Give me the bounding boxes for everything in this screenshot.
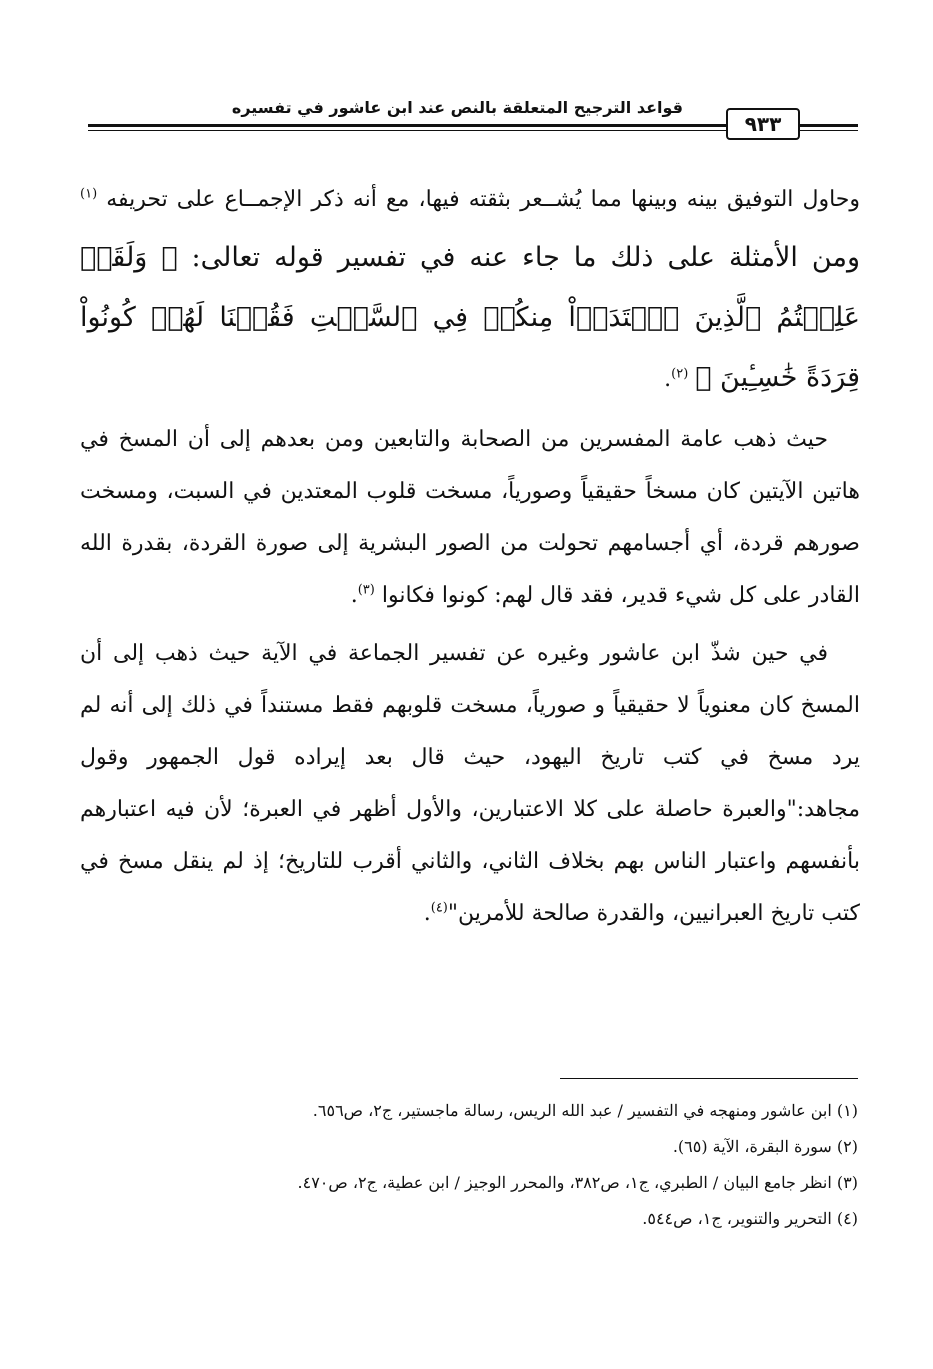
- running-title: قواعد الترجيح المتعلقة بالنص عند ابن عاشور في تفسيره: [231, 98, 683, 117]
- quran-verse: ومن الأمثلة على ذلك ما جاء عنه في تفسير قوله تعالى: ﴿ وَلَقَدۡ عَلِمۡتُمُ ٱلَّذِينَ ٱعۡتَدَوۡاْ مِنكُمۡ فِي ٱلسَّبۡتِ فَقُلۡنَا لَهُمۡ كُونُواْ قِرَدَةً خَٰسِـِٔينَ ﴾: [80, 242, 860, 393]
- footnote-ref-4: (٤): [430, 900, 448, 916]
- footnote-1: (١) ابن عاشور ومنهجه في التفسير / عبد الله الريس، رسالة ماجستير، ج٢، ص٦٥٦.: [312, 1101, 858, 1120]
- footnote-ref-3: (٣): [357, 582, 375, 598]
- footnote-3: (٣) انظر جامع البيان / الطبري، ج١، ص٣٨٢، والمحرر الوجيز / ابن عطية، ج٢، ص٤٧٠.: [297, 1173, 858, 1192]
- footnote-ref-2: (٢): [671, 366, 689, 382]
- paragraph-3: في حين شذّ ابن عاشور وغيره عن تفسير الجماعة في الآية حيث ذهب إلى أن المسخ كان معنوياً لا حقيقياً و صورياً، مسخت قلوبهم فقط مستنداً في ذلك إلى أنه لم يرد مسخ في كتب تاريخ اليهود، حيث قال بعد إيراده قول الجمهور وقول مجاهد:"والعبرة حاصلة على كلا الاعتبارين، والأول أظهر في العبرة؛ لأن فيه اعتبارهم بأنفسهم واعتبار الناس بهم بخلاف الثاني، والثاني أقرب للتاريخ؛ إذ لم ينقل مسخ في كتب تاريخ العبرانيين، والقدرة صالحة للأمرين"$^{(٤)}$.: [80, 641, 860, 926]
- footnote-4: (٤) التحرير والتنوير، ج١، ص٥٤٤.: [642, 1209, 858, 1228]
- footnote-ref-1: (١): [80, 186, 98, 202]
- page-header: [88, 90, 858, 142]
- footnote-2: (٢) سورة البقرة، الآية (٦٥).: [672, 1137, 858, 1156]
- paragraph-2: حيث ذهب عامة المفسرين من الصحابة والتابعين ومن بعدهم إلى أن المسخ في هاتين الآيتين كان مسخاً حقيقياً وصورياً، مسخت قلوب المعتدين في السبت، ومسخت صورهم قردة، أي أجسامهم تحولت من الصور البشرية إلى صورة القردة، بقدرة الله القادر على كل شيء قدير، فقد قال لهم: كونوا فكانوا $^{(٣)}$.: [80, 427, 860, 608]
- main-text: [80, 168, 860, 940]
- footnotes: [80, 1093, 858, 1237]
- footnote-separator: [560, 1078, 858, 1079]
- page-number: ٩٣٣: [726, 108, 800, 140]
- paragraph-1: وحاول التوفيق بينه وبينها مما يُشــعر بثقته فيها، مع أنه ذكر الإجمــاع على تحريفه $^{(١)}$ ومن الأمثلة على ذلك ما جاء عنه في تفسير قوله تعالى: ﴿ وَلَقَدۡ عَلِمۡتُمُ ٱلَّذِينَ ٱعۡتَدَوۡاْ مِنكُمۡ فِي ٱلسَّبۡتِ فَقُلۡنَا لَهُمۡ كُونُواْ قِرَدَةً خَٰسِـِٔينَ ﴾ $^{(٢)}$.: [80, 186, 860, 393]
